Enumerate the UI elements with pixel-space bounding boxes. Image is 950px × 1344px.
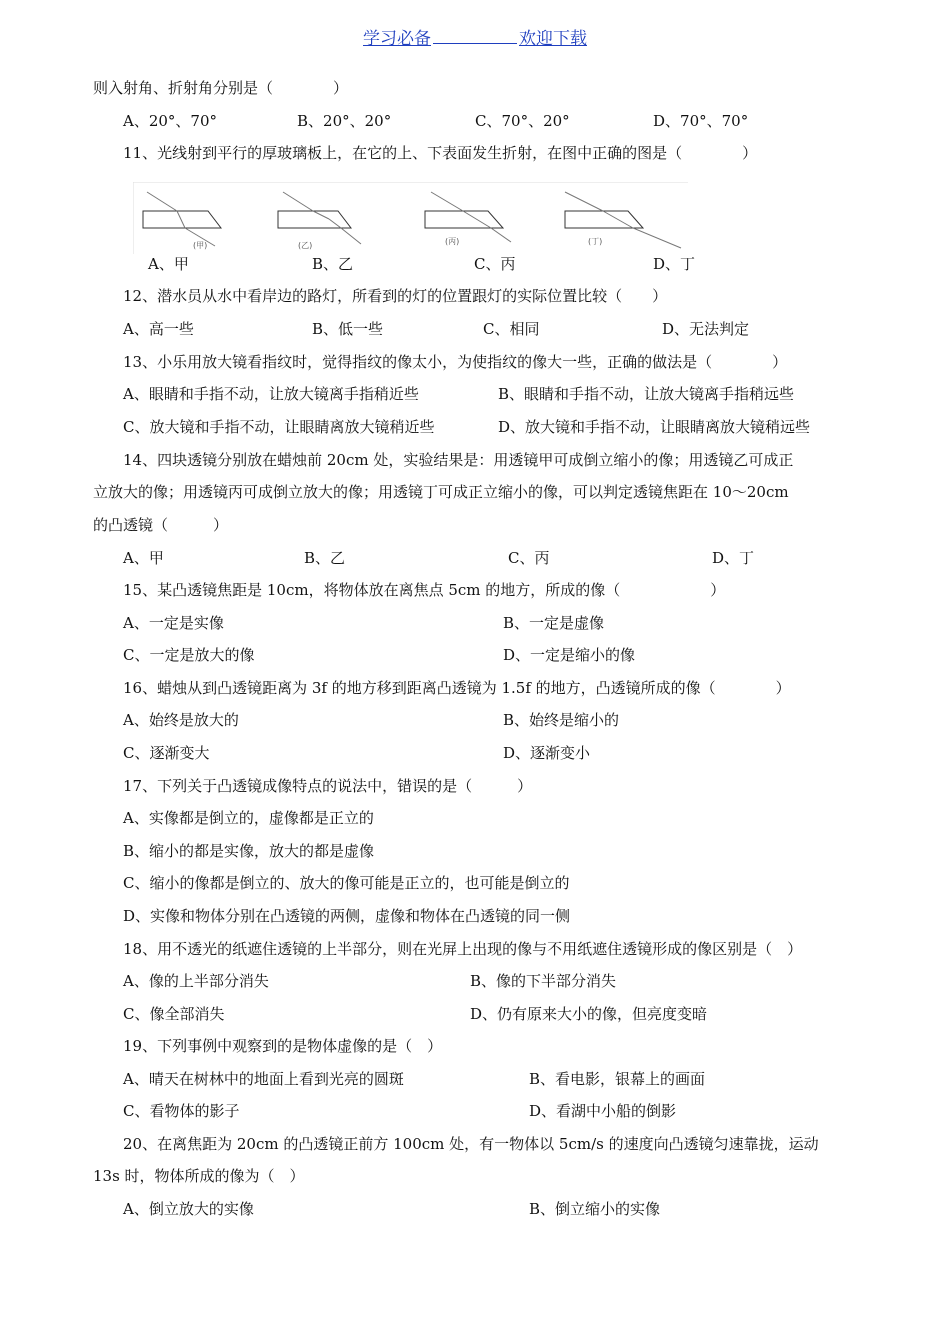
q19-option-d: D、看湖中小船的倒影: [529, 1102, 677, 1120]
figure-ding: [565, 192, 681, 248]
q10-option-c: C、70°、20°: [475, 112, 570, 130]
q20-stem-line-2: 13s 时，物体所成的像为（ ）: [93, 1167, 305, 1185]
q20-stem-line-1: 20、在离焦距为 20cm 的凸透镜正前方 100cm 处，有一物体以 5cm/s 的速度向凸透镜匀速靠拢，运动: [123, 1135, 819, 1153]
q14-option-a: A、甲: [123, 549, 164, 567]
figure-yi: [278, 192, 361, 244]
q11-option-d: D、丁: [653, 255, 696, 273]
q19-option-a: A、晴天在树林中的地面上看到光亮的圆斑: [123, 1070, 404, 1088]
q12-option-c: C、相同: [483, 320, 540, 338]
q16-option-b: B、始终是缩小的: [503, 711, 620, 729]
q16-stem: 16、蜡烛从到凸透镜距离为 3f 的地方移到距离凸透镜为 1.5f 的地方，凸透镜所成的像（ ）: [123, 679, 791, 697]
q17-option-b: B、缩小的都是实像，放大的都是虚像: [123, 842, 375, 860]
q19-stem: 19、下列事例中观察到的是物体虚像的是（ ）: [123, 1037, 443, 1055]
q14-stem-line-3: 的凸透镜（ ）: [93, 516, 229, 534]
figure-label-jia: (甲): [193, 241, 208, 250]
q12-stem: 12、潜水员从水中看岸边的路灯，所看到的灯的位置跟灯的实际位置比较（ ）: [123, 287, 668, 305]
q13-option-c: C、放大镜和手指不动，让眼睛离放大镜稍近些: [123, 418, 435, 436]
q11-option-c: C、丙: [474, 255, 516, 273]
q17-option-d: D、实像和物体分别在凸透镜的两侧，虚像和物体在凸透镜的同一侧: [123, 907, 571, 925]
figure-bing: [425, 192, 511, 242]
q10-option-d: D、70°、70°: [653, 112, 749, 130]
q16-option-c: C、逐渐变大: [123, 744, 210, 762]
q11-stem: 11、光线射到平行的厚玻璃板上，在它的上、下表面发生折射，在图中正确的图是（ ）: [123, 144, 758, 162]
q12-option-b: B、低一些: [312, 320, 384, 338]
q18-stem: 18、用不透光的纸遮住透镜的上半部分，则在光屏上出现的像与不用纸遮住透镜形成的像区别是（ ）: [123, 940, 803, 958]
q13-option-b: B、眼睛和手指不动，让放大镜离手指稍远些: [498, 385, 795, 403]
q20-option-a: A、倒立放大的实像: [123, 1200, 254, 1218]
q12-option-d: D、无法判定: [662, 320, 750, 338]
q13-stem: 13、小乐用放大镜看指纹时，觉得指纹的像太小，为使指纹的像大一些，正确的做法是（ ）: [123, 353, 788, 371]
q17-option-c: C、缩小的像都是倒立的、放大的像可能是正立的，也可能是倒立的: [123, 874, 570, 892]
q14-stem-line-1: 14、四块透镜分别放在蜡烛前 20cm 处，实验结果是：用透镜甲可成倒立缩小的像；用透镜乙可成正: [123, 451, 794, 469]
q13-option-a: A、眼睛和手指不动，让放大镜离手指稍近些: [123, 385, 419, 403]
q15-option-b: B、一定是虚像: [503, 614, 605, 632]
q14-option-b: B、乙: [304, 549, 346, 567]
q11-option-b: B、乙: [312, 255, 354, 273]
figure-label-yi: (乙): [298, 241, 313, 250]
q12-option-a: A、高一些: [123, 320, 194, 338]
q16-option-a: A、始终是放大的: [123, 711, 239, 729]
q10-option-a: A、20°、70°: [123, 112, 218, 130]
q11-option-a: A、甲: [148, 255, 189, 273]
page-header: [0, 24, 950, 49]
header-left-text: 学习必备: [363, 29, 431, 49]
q11-figure: [133, 182, 688, 254]
q20-option-b: B、倒立缩小的实像: [529, 1200, 661, 1218]
figure-label-ding: (丁): [588, 237, 603, 246]
q10-option-b: B、20°、20°: [297, 112, 392, 130]
q19-option-c: C、看物体的影子: [123, 1102, 240, 1120]
q19-option-b: B、看电影，银幕上的画面: [529, 1070, 706, 1088]
figure-label-bing: (丙): [445, 237, 460, 246]
q14-option-c: C、丙: [508, 549, 550, 567]
q15-stem: 15、某凸透镜焦距是 10cm，将物体放在离焦点 5cm 的地方，所成的像（ ）: [123, 581, 726, 599]
q13-option-d: D、放大镜和手指不动，让眼睛离放大镜稍远些: [498, 418, 811, 436]
q18-option-a: A、像的上半部分消失: [123, 972, 269, 990]
q17-option-a: A、实像都是倒立的，虚像都是正立的: [123, 809, 374, 827]
q18-option-c: C、像全部消失: [123, 1005, 225, 1023]
q15-option-c: C、一定是放大的像: [123, 646, 255, 664]
header-underline-gap: [433, 29, 517, 44]
q15-option-d: D、一定是缩小的像: [503, 646, 636, 664]
q16-option-d: D、逐渐变小: [503, 744, 591, 762]
q17-stem: 17、下列关于凸透镜成像特点的说法中，错误的是（ ）: [123, 777, 533, 795]
figure-jia: [143, 192, 221, 246]
q14-option-d: D、丁: [712, 549, 755, 567]
q14-stem-line-2: 立放大的像；用透镜丙可成倒立放大的像；用透镜丁可成正立缩小的像，可以判定透镜焦距在 10～20cm: [93, 483, 789, 501]
header-right-text: 欢迎下载: [519, 29, 587, 49]
q10-stem: 则入射角、折射角分别是（ ）: [93, 79, 349, 97]
q15-option-a: A、一定是实像: [123, 614, 224, 632]
q18-option-b: B、像的下半部分消失: [470, 972, 617, 990]
q18-option-d: D、仍有原来大小的像，但亮度变暗: [470, 1005, 708, 1023]
